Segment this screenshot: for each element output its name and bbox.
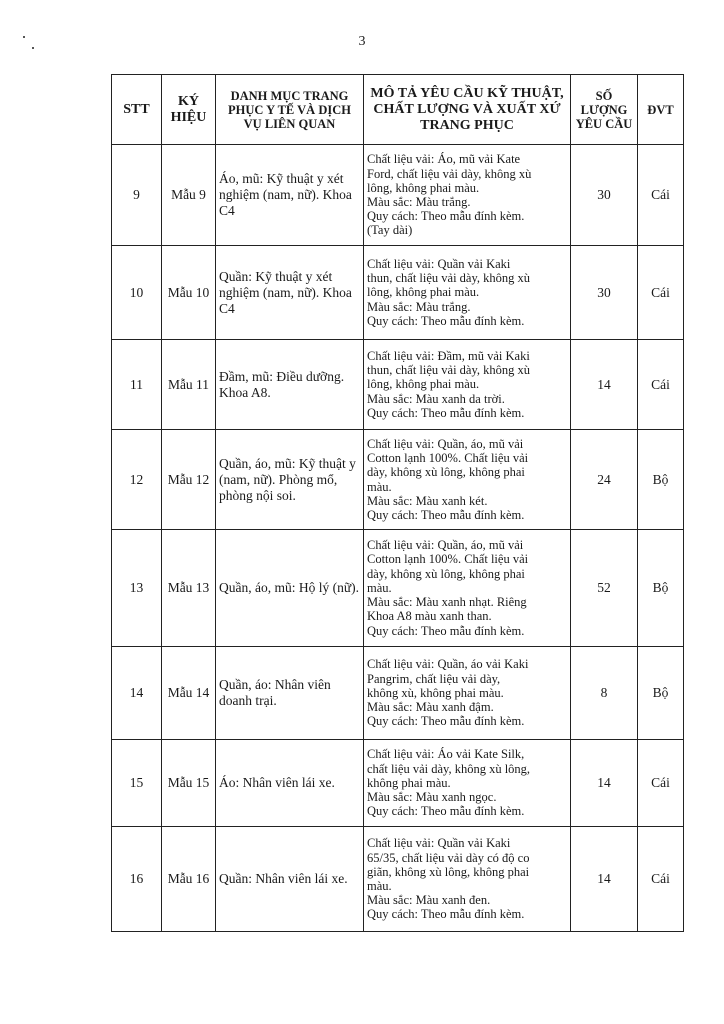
table-row bbox=[112, 145, 684, 246]
table-row bbox=[112, 246, 684, 340]
row-unit: Bộ bbox=[638, 647, 684, 740]
header-stt: STT bbox=[112, 75, 162, 145]
description-line: màu. bbox=[367, 580, 392, 595]
description-line: Màu sắc: Màu trắng. bbox=[367, 299, 471, 314]
description-line: Khoa A8 màu xanh than. bbox=[367, 609, 492, 624]
row-stt: 9 bbox=[112, 145, 162, 246]
row-description bbox=[364, 246, 571, 340]
row-unit: Cái bbox=[638, 740, 684, 827]
description-line: thun, chất liệu vải dày, không xù bbox=[367, 271, 531, 286]
row-stt: 16 bbox=[112, 827, 162, 932]
description-line: Chất liệu vải: Quần vải Kaki bbox=[367, 256, 511, 271]
description-line: Cotton lạnh 100%. Chất liệu vải bbox=[367, 552, 529, 567]
table-row bbox=[112, 530, 684, 647]
row-name: Quần, áo, mũ: Hộ lý (nữ). bbox=[216, 530, 364, 647]
description-line: Chất liệu vải: Áo vải Kate Silk, bbox=[367, 747, 525, 762]
description-line: lông, không phai màu. bbox=[367, 285, 480, 300]
description-line: Chất liệu vải: Đầm, mũ vải Kaki bbox=[367, 348, 530, 363]
description-line: Màu sắc: Màu xanh két. bbox=[367, 493, 488, 508]
row-unit: Bộ bbox=[638, 530, 684, 647]
row-description bbox=[364, 430, 571, 530]
row-quantity: 14 bbox=[571, 740, 638, 827]
description-line: lông, không phai màu. bbox=[367, 377, 480, 392]
row-name: Áo: Nhân viên lái xe. bbox=[216, 740, 364, 827]
description-line: Quy cách: Theo mẫu đính kèm. bbox=[367, 313, 525, 328]
description-line: không xù, không phai màu. bbox=[367, 685, 504, 700]
row-code: Mẫu 11 bbox=[162, 340, 216, 430]
table-row bbox=[112, 647, 684, 740]
row-quantity: 52 bbox=[571, 530, 638, 647]
row-description bbox=[364, 145, 571, 246]
description-line: Chất liệu vải: Quần, áo, mũ vải bbox=[367, 436, 524, 451]
row-stt: 13 bbox=[112, 530, 162, 647]
description-line: Màu sắc: Màu xanh da trời. bbox=[367, 391, 505, 406]
description-line: màu. bbox=[367, 879, 392, 893]
row-quantity: 30 bbox=[571, 145, 638, 246]
description-line: Màu sắc: Màu trắng. bbox=[367, 195, 471, 209]
row-name: Quần: Kỹ thuật y xét nghiệm (nam, nữ). Khoa C4 bbox=[216, 246, 364, 340]
description-line: Chất liệu vải: Quần vải Kaki bbox=[367, 836, 511, 851]
row-name: Quần, áo, mũ: Kỹ thuật y (nam, nữ). Phòng mổ, phòng nội soi. bbox=[216, 430, 364, 530]
row-description bbox=[364, 340, 571, 430]
row-description bbox=[364, 530, 571, 647]
row-stt: 12 bbox=[112, 430, 162, 530]
row-code: Mẫu 14 bbox=[162, 647, 216, 740]
description-line: 65/35, chất liệu vải dày có độ co bbox=[367, 850, 530, 865]
header-code: KÝ HIỆU bbox=[162, 75, 216, 145]
header-unit: ĐVT bbox=[638, 75, 684, 145]
description-line: Pangrim, chất liệu vải dày, bbox=[367, 671, 501, 686]
description-line: (Tay dài) bbox=[367, 223, 413, 238]
description-line: Quy cách: Theo mẫu đính kèm. bbox=[367, 405, 525, 420]
row-unit: Cái bbox=[638, 827, 684, 932]
row-name: Đầm, mũ: Điều dưỡng. Khoa A8. bbox=[216, 340, 364, 430]
header-name: DANH MỤC TRANG PHỤC Y TẾ VÀ DỊCH VỤ LIÊN QUAN bbox=[216, 75, 364, 145]
description-line: Màu sắc: Màu xanh nhạt. Riêng bbox=[367, 595, 527, 610]
uniform-spec-table bbox=[111, 74, 684, 932]
table-row bbox=[112, 430, 684, 530]
description-line: Chất liệu vải: Quần, áo, mũ vải bbox=[367, 538, 524, 553]
row-quantity: 14 bbox=[571, 827, 638, 932]
row-code: Mẫu 15 bbox=[162, 740, 216, 827]
description-line: không phai màu. bbox=[367, 775, 451, 790]
header-description: MÔ TẢ YÊU CẦU KỸ THUẬT, CHẤT LƯỢNG VÀ XUẤT XỨ TRANG PHỤC bbox=[364, 75, 571, 145]
row-name: Áo, mũ: Kỹ thuật y xét nghiệm (nam, nữ). Khoa C4 bbox=[216, 145, 364, 246]
row-code: Mẫu 12 bbox=[162, 430, 216, 530]
row-quantity: 8 bbox=[571, 647, 638, 740]
description-line: giãn, không xù lông, không phai bbox=[367, 864, 530, 879]
row-stt: 10 bbox=[112, 246, 162, 340]
description-line: Ford, chất liệu vải dày, không xù bbox=[367, 166, 532, 181]
row-code: Mẫu 13 bbox=[162, 530, 216, 647]
row-stt: 11 bbox=[112, 340, 162, 430]
description-line: Màu sắc: Màu xanh đậm. bbox=[367, 700, 494, 715]
description-line: Quy cách: Theo mẫu đính kèm. bbox=[367, 507, 525, 522]
description-line: Quy cách: Theo mẫu đính kèm. bbox=[367, 804, 525, 819]
description-line: Màu sắc: Màu xanh ngọc. bbox=[367, 790, 497, 805]
row-name: Quần, áo: Nhân viên doanh trại. bbox=[216, 647, 364, 740]
description-line: Chất liệu vải: Quần, áo vải Kaki bbox=[367, 657, 529, 672]
page-number: 3 bbox=[358, 34, 366, 49]
description-line: màu. bbox=[367, 479, 392, 494]
row-unit: Cái bbox=[638, 246, 684, 340]
table-row bbox=[112, 340, 684, 430]
table-header-row bbox=[112, 75, 684, 145]
row-unit: Cái bbox=[638, 145, 684, 246]
row-code: Mẫu 16 bbox=[162, 827, 216, 932]
row-stt: 15 bbox=[112, 740, 162, 827]
description-line: Quy cách: Theo mẫu đính kèm. bbox=[367, 907, 525, 922]
row-description bbox=[364, 827, 571, 932]
description-line: Quy cách: Theo mẫu đính kèm. bbox=[367, 714, 525, 729]
table-row bbox=[112, 740, 684, 827]
description-line: Quy cách: Theo mẫu đính kèm. bbox=[367, 209, 525, 224]
description-line: dày, không xù lông, không phai bbox=[367, 465, 525, 480]
description-line: lông, không phai màu. bbox=[367, 180, 480, 195]
table-row bbox=[112, 827, 684, 932]
description-line: chất liệu vải dày, không xù lông, bbox=[367, 761, 531, 776]
row-name: Quần: Nhân viên lái xe. bbox=[216, 827, 364, 932]
row-quantity: 24 bbox=[571, 430, 638, 530]
row-code: Mẫu 10 bbox=[162, 246, 216, 340]
row-description bbox=[364, 647, 571, 740]
description-line: Cotton lạnh 100%. Chất liệu vải bbox=[367, 451, 529, 466]
header-quantity: SỐ LƯỢNG YÊU CẦU bbox=[571, 75, 638, 145]
row-description bbox=[364, 740, 571, 827]
description-line: Màu sắc: Màu xanh đen. bbox=[367, 893, 491, 908]
row-quantity: 14 bbox=[571, 340, 638, 430]
description-line: Chất liệu vải: Áo, mũ vải Kate bbox=[367, 152, 521, 167]
row-unit: Cái bbox=[638, 340, 684, 430]
row-quantity: 30 bbox=[571, 246, 638, 340]
row-stt: 14 bbox=[112, 647, 162, 740]
row-unit: Bộ bbox=[638, 430, 684, 530]
row-code: Mẫu 9 bbox=[162, 145, 216, 246]
description-line: thun, chất liệu vải dày, không xù bbox=[367, 363, 531, 378]
description-line: dày, không xù lông, không phai bbox=[367, 566, 525, 581]
description-line: Quy cách: Theo mẫu đính kèm. bbox=[367, 623, 525, 638]
